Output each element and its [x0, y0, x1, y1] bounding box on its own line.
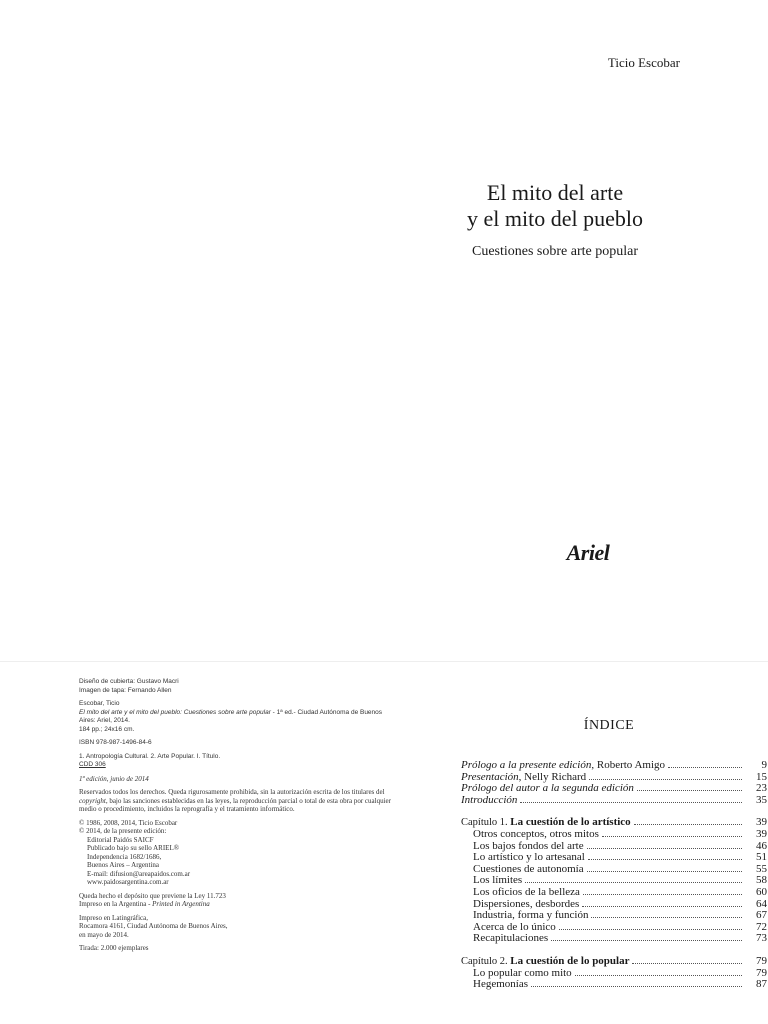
catalog-author: Escobar, Ticio [79, 700, 120, 707]
printer-line-1: Impreso en Latingráfica, [79, 913, 148, 922]
book-title-line-2: y el mito del pueblo [467, 206, 643, 231]
leader-dots [632, 962, 742, 964]
toc-chapter-2 [461, 956, 767, 968]
subjects-line: 1. Antropología Cultural. 2. Arte Popular. I. Título. [79, 752, 221, 760]
isbn: ISBN 978-987-1496-84-6 [79, 739, 152, 746]
printer-line-3: en mayo de 2014. [79, 930, 129, 939]
toc-section [461, 887, 767, 899]
toc-section [461, 829, 767, 841]
printer-info [79, 914, 397, 940]
book-title-block [395, 180, 715, 260]
printed-in-en: Printed in Argentina [152, 900, 210, 908]
toc-chapter-label [461, 956, 629, 968]
toc-page-number: 23 [756, 782, 767, 795]
author-name: Ticio Escobar [607, 55, 680, 70]
publisher-logo: Ariel [566, 540, 610, 565]
leader-dots [583, 893, 742, 895]
printer-line-2: Rocamora 4161, Ciudad Autónoma de Buenos Aires, [79, 922, 228, 930]
toc-entry-title: Prólogo del autor a la segunda edición [461, 782, 634, 795]
toc-page-number: 64 [756, 897, 767, 910]
print-run: Tirada: 2.000 ejemplares [79, 944, 149, 952]
toc-section-label: Lo artístico y lo artesanal [473, 851, 585, 864]
toc-page-number: 73 [756, 932, 767, 945]
catalog-entry [79, 709, 397, 726]
toc-section-label: Otros conceptos, otros mitos [473, 827, 599, 840]
cover-image-credit: Imagen de tapa: Fernando Allen [79, 686, 172, 694]
toc-page-number: 35 [756, 793, 767, 806]
printed-in-line [79, 900, 397, 909]
edition-date: 1ª edición, junio de 2014 [79, 774, 149, 783]
toc-section [461, 852, 767, 864]
toc-page-number: 60 [756, 885, 767, 898]
publisher-address [79, 836, 397, 887]
leader-dots [637, 789, 742, 791]
toc-page-number: 39 [756, 827, 767, 840]
toc-heading: ÍNDICE [583, 718, 635, 733]
toc-section-label: Cuestiones de autonomía [473, 862, 584, 875]
toc-page-number: 39 [756, 816, 767, 829]
toc-page-number: 79 [756, 954, 767, 967]
leader-dots [602, 835, 742, 837]
publisher-line-4: Buenos Aires – Argentina [87, 861, 160, 869]
toc-chapter-title: La cuestión de lo popular [510, 954, 630, 967]
toc-chapter-prefix: Capítulo 1. [461, 817, 511, 829]
toc-entry-author: , Nelly Richard [518, 770, 587, 783]
book-subtitle: Cuestiones sobre arte popular [471, 244, 638, 259]
toc-section-label: Los bajos fondos del arte [473, 839, 584, 852]
toc-section-label: Industria, forma y función [473, 909, 589, 922]
deposit-line: Queda hecho el depósito que previene la Ley 11.723 [79, 891, 226, 900]
toc-chapter-title: La cuestión de lo artístico [510, 816, 631, 829]
leader-dots [591, 916, 742, 918]
toc-page-number: 72 [756, 920, 767, 933]
cover-credits [79, 678, 397, 695]
toc-page-number: 9 [761, 759, 767, 771]
toc-entry-label [461, 795, 517, 807]
book-title-line-1: El mito del arte [486, 180, 624, 205]
toc-chapter-prefix: Capítulo 2. [461, 955, 511, 967]
toc-section-label: Los límites [473, 874, 523, 887]
leader-dots [531, 985, 742, 987]
legal-deposit [79, 892, 397, 909]
leader-dots [589, 778, 742, 780]
publisher-line-2: Publicado bajo su sello ARIEL® [87, 844, 180, 852]
leader-dots [525, 881, 742, 883]
copyright-line-2: © 2014, de la presente edición: [79, 827, 167, 835]
toc-section-label: Acerca de lo único [473, 920, 556, 933]
leader-dots [587, 870, 742, 872]
copyright-block [79, 819, 397, 887]
toc-page-number: 15 [756, 770, 767, 783]
publisher-email: E-mail: difusion@areapaidos.com.ar [87, 869, 191, 878]
toc-page-number: 55 [756, 862, 767, 875]
leader-dots [520, 801, 742, 803]
table-of-contents [461, 718, 767, 991]
rights-text-2: , bajo las sanciones establecidas en las leyes, la reproducción parcial o total de esta obra por cualquier medio o procedimiento, incluidos la reprografía y el tratamiento informático. [79, 796, 391, 813]
toc-entry-title: Prólogo a la presente edición [461, 759, 592, 771]
catalog-details: - 1ª ed.- Ciudad Autónoma de Buenos Aires: Ariel, 2014. [79, 708, 383, 724]
leader-dots [634, 823, 742, 825]
toc-section-label: Hegemonías [473, 978, 528, 991]
catalog-subjects [79, 753, 397, 770]
leader-dots [582, 905, 742, 907]
leader-dots [575, 974, 742, 976]
toc-page-number: 79 [756, 966, 767, 979]
toc-entry-author: , Roberto Amigo [591, 759, 665, 771]
rights-copyright-word: copyright [79, 796, 106, 805]
leader-dots [559, 928, 742, 930]
leader-dots [588, 858, 742, 860]
toc-section [461, 979, 767, 991]
toc-section [461, 910, 767, 922]
publisher-line-3: Independencia 1682/1686, [87, 852, 162, 861]
toc-page-number: 58 [756, 874, 767, 887]
toc-entry-front-matter [461, 795, 767, 807]
cdd-code: CDD 306 [79, 761, 106, 768]
catalog-title: El mito del arte y el mito del pueblo: Cuestiones sobre arte popular [79, 708, 271, 716]
catalog-pages: 184 pp.; 24x16 cm. [79, 725, 135, 733]
publisher-line-1: Editorial Paidós SAICF [87, 835, 154, 844]
publisher-website: www.paidosargentina.com.ar [87, 878, 169, 886]
toc-page-number: 46 [756, 839, 767, 852]
leader-dots [668, 766, 742, 768]
toc-section-label: Los oficios de la belleza [473, 885, 580, 898]
copyright-credits [79, 678, 397, 958]
rights-notice [79, 788, 397, 814]
toc-entry-title: Introducción [461, 793, 518, 806]
copyright-line-1: © 1986, 2008, 2014, Ticio Escobar [79, 818, 178, 827]
toc-entry-title: Presentación [461, 770, 519, 783]
cover-design-credit: Diseño de cubierta: Gustavo Macri [79, 678, 179, 685]
toc-section-label: Recapitulaciones [473, 932, 549, 945]
leader-dots [587, 847, 742, 849]
printed-in-es: Impreso en la Argentina - [79, 900, 153, 908]
catalog-record [79, 700, 397, 734]
rights-text-1: Reservados todos los derechos. Queda rigurosamente prohibida, sin la autorización escrita de los titulares del [79, 788, 385, 796]
toc-page-number: 67 [756, 909, 767, 922]
leader-dots [551, 939, 742, 941]
toc-section-label: Dispersiones, desbordes [473, 897, 580, 910]
toc-section-label: Lo popular como mito [473, 966, 572, 979]
toc-page-number: 51 [756, 851, 767, 864]
toc-section [461, 933, 767, 945]
toc-page-number: 87 [756, 978, 767, 991]
